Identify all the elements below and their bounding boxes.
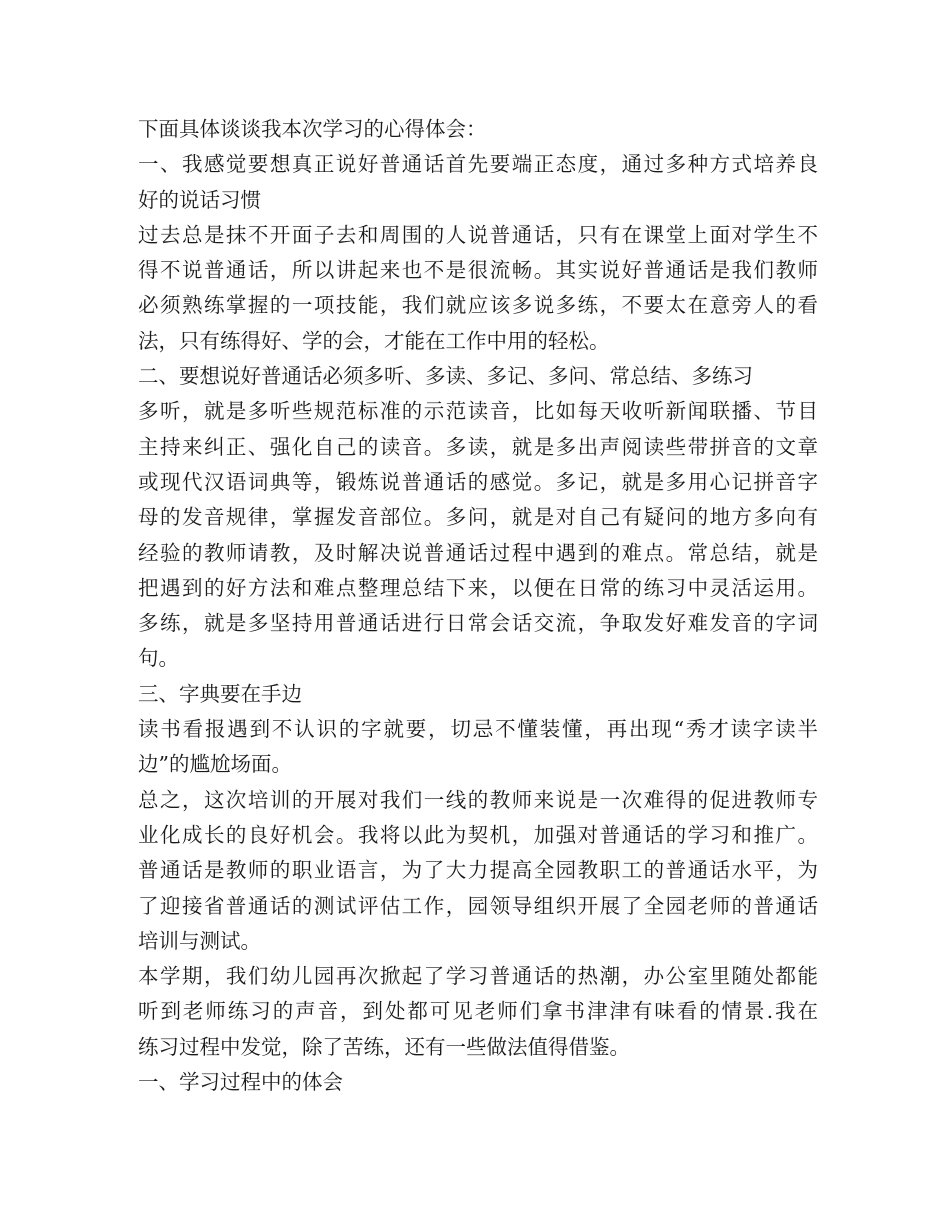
text-line: 了迎接省普通话的测试评估工作，园领导组织开展了全园老师的普通话: [138, 893, 818, 918]
text-line: 二、要想说好普通话必须多听、多读、多记、多问、常总结、多练习: [138, 364, 753, 389]
text-line: 培训与测试。: [138, 928, 261, 953]
text-line: 下面具体谈谈我本次学习的心得体会：: [138, 117, 487, 141]
text-line: 一、学习过程中的体会: [138, 1070, 343, 1095]
text-line: 母的发音规律，掌握发音部位。多问，就是对自己有疑问的地方多向有: [138, 505, 818, 530]
text-line: 读书看报遇到不认识的字就要，切忌不懂装懂，再出现“秀才读字读半: [138, 717, 818, 742]
text-line: 好的说话习惯: [138, 187, 261, 212]
document-body: [138, 112, 818, 1100]
text-line: 经验的教师请教，及时解决说普通话过程中遇到的难点。常总结，就是: [138, 540, 818, 565]
text-line: 一、我感觉要想真正说好普通话首先要端正态度，通过多种方式培养良: [138, 152, 818, 177]
text-line: 多听，就是多听些规范标准的示范读音，比如每天收听新闻联播、节目: [138, 399, 818, 424]
text-line: 多练，就是多坚持用普通话进行日常会话交流，争取发好难发音的字词: [138, 611, 818, 636]
text-line: 听到老师练习的声音，到处都可见老师们拿书津津有味看的情景.我在: [138, 999, 818, 1024]
text-line: 边”的尴尬场面。: [138, 752, 292, 777]
text-line: 普通话是教师的职业语言，为了大力提高全园教职工的普通话水平，为: [138, 858, 818, 883]
text-line: 练习过程中发觉，除了苦练，还有一些做法值得借鉴。: [138, 1034, 630, 1059]
text-line: 过去总是抹不开面子去和周围的人说普通话，只有在课堂上面对学生不: [138, 222, 818, 247]
text-line: 三、字典要在手边: [138, 681, 302, 706]
text-line: 主持来纠正、强化自己的读音。多读，就是多出声阅读些带拼音的文章: [138, 434, 818, 459]
text-line: 必须熟练掌握的一项技能，我们就应该多说多练，不要太在意旁人的看: [138, 293, 818, 318]
text-line: 总之，这次培训的开展对我们一线的教师来说是一次难得的促进教师专: [138, 787, 818, 812]
text-line: 把遇到的好方法和难点整理总结下来，以便在日常的练习中灵活运用。: [138, 575, 818, 600]
text-line: 或现代汉语词典等，锻炼说普通话的感觉。多记，就是多用心记拼音字: [138, 469, 818, 494]
text-line: 业化成长的良好机会。我将以此为契机，加强对普通话的学习和推广。: [138, 822, 818, 847]
text-line: 本学期，我们幼儿园再次掀起了学习普通话的热潮，办公室里随处都能: [138, 964, 818, 989]
text-line: 得不说普通话，所以讲起来也不是很流畅。其实说好普通话是我们教师: [138, 258, 818, 283]
text-line: 句。: [138, 646, 179, 671]
text-line: 法，只有练得好、学的会，才能在工作中用的轻松。: [138, 328, 610, 353]
